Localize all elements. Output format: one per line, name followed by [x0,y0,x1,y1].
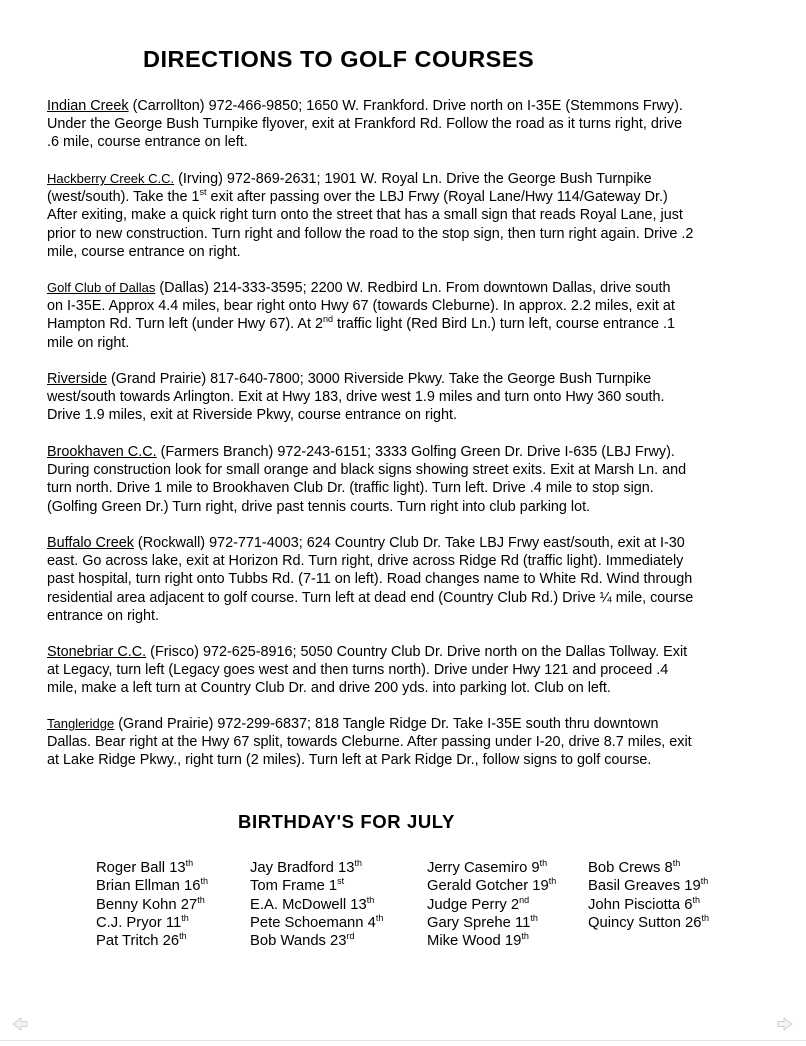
course-text: Dallas. Bear right at the Hwy 67 split, towards Cleburne. After passing under I-20, drive 8.7 miles, exit [47,734,692,751]
course-text: west/south towards Arlington. Exit at Hwy 183, drive west 1.9 miles and turn onto Hwy 360 south. [47,389,665,406]
course-text: During construction look for small orange and black signs showing street exits. Exit at Marsh Ln. and [47,462,687,479]
course-text: (Rockwall) 972-771-4003; 624 Country Club Dr. Take LBJ Frwy east/south, exit at I-30 [133,535,685,551]
birthday-item: Quincy Sutton 26th [588,912,710,931]
birthday-item: Brian Ellman 16th [96,876,208,895]
birthday-item: Jerry Casemiro 9th [427,858,548,876]
course-name: Riverside [47,371,107,387]
birthday-item: Pete Schoemann 4th [250,912,384,931]
course-text: (Golfing Green Dr.) Turn right, drive past tennis courts. Turn right into club parking lot. [47,498,591,515]
course-text: at Lake Ridge Pkwy., right turn (2 miles). Turn left at Park Ridge Dr., follow signs to golf course. [47,752,652,769]
course-text: mile on right. [47,334,130,351]
course-text: (west/south). Take the 1 [47,189,200,206]
birthday-item: Pat Tritch 26th [96,931,187,950]
birthday-item: Basil Greaves 19th [588,876,709,895]
course-text: (Farmers Branch) 972-243-6151; 3333 Golfing Green Dr. Drive I-635 (LBJ Frwy). [156,444,675,460]
birthday-item: Gary Sprehe 11th [427,912,538,931]
course-entry-tangleridge [47,715,797,770]
course-text: past hospital, turn right onto Tubbs Rd. (7-11 on left). Road changes name to White Rd. Wind through [47,571,693,588]
bottom-divider [0,1040,806,1041]
course-text: east. Go across lake, exit at Horizon Rd. Turn right, drive across Ridge Rd (traffic light). Immediately [47,553,684,570]
course-text: at Legacy, turn left (Legacy goes west and then turns north). Drive under Hwy 121 and proceed .4 [47,662,669,679]
birthday-column-1 [96,859,208,950]
course-text: Under the George Bush Turnpike flyover, exit at Frankford Rd. Follow the road as it turns right, drive [47,116,683,133]
course-text: (Frisco) 972-625-8916; 5050 Country Club Dr. Drive north on the Dallas Tollway. Exit [146,644,688,660]
course-text: (Grand Prairie) 817-640-7800; 3000 Riverside Pkwy. Take the George Bush Turnpike [106,371,652,387]
page-title: DIRECTIONS TO GOLF COURSES [143,46,535,72]
course-text: .6 mile, course entrance on left. [47,134,248,151]
course-name: Stonebriar C.C. [47,644,147,660]
course-entry-stonebriar [47,643,797,698]
course-name: Golf Club of Dallas [47,280,156,295]
birthday-item: E.A. McDowell 13th [250,894,375,913]
course-name: Brookhaven C.C. [47,444,157,460]
course-entry-riverside [47,370,797,425]
course-text: Hampton Rd. Turn left (under Hwy 67). At 2 [47,316,323,333]
course-name: Buffalo Creek [47,535,134,551]
course-name: Indian Creek [47,98,129,114]
course-text: (Dallas) 214-333-3595; 2200 W. Redbird Ln. From downtown Dallas, drive south [155,280,671,296]
birthday-item: Judge Perry 2nd [427,894,530,913]
birthday-item: Roger Ball 13th [96,858,194,876]
course-text: (Grand Prairie) 972-299-6837; 818 Tangle Ridge Dr. Take I-35E south thru downtown [114,716,659,732]
course-text: mile, make a left turn at Country Club Dr. and drive 200 yds. into parking lot. Club on left. [47,680,611,697]
birthday-item: Jay Bradford 13th [250,858,362,876]
course-text: (Carrollton) 972-466-9850; 1650 W. Frankford. Drive north on I-35E (Stemmons Frwy). [128,98,683,114]
course-text: mile, course entrance on right. [47,243,241,260]
course-text: traffic light (Red Bird Ln.) turn left, course entrance .1 [332,316,676,333]
course-entry-golf-club-of-dallas [47,279,797,352]
course-text: entrance on right. [47,607,159,624]
course-text: (Irving) 972-869-2631; 1901 W. Royal Ln. Drive the George Bush Turnpike [174,171,652,187]
left-arrow-icon[interactable] [11,1015,29,1033]
course-text: turn north. Drive 1 mile to Brookhaven Club Dr. (traffic light). Turn left. Drive .4 mile to stop sign. [47,480,654,497]
course-text: prior to new construction. Turn right and follow the road to the stop sign, then turn right again. Drive .2 [47,225,694,242]
birthday-item: Tom Frame 1st [250,876,345,895]
birthday-item: Gerald Gotcher 19th [427,876,557,895]
course-entry-indian-creek [47,97,797,152]
course-text: Drive 1.9 miles, exit at Riverside Pkwy, course entrance on right. [47,407,458,424]
birthday-item: Bob Crews 8th [588,858,681,876]
course-entry-hackberry-creek [47,170,797,261]
course-text: After exiting, make a quick right turn onto the street that has a small sign that reads Royal Lane, just [47,207,683,224]
course-entry-buffalo-creek [47,534,797,625]
ordinal-suffix: nd [322,314,333,325]
birthday-item: Benny Kohn 27th [96,894,205,913]
course-name: Tangleridge [47,716,115,731]
course-text: exit after passing over the LBJ Frwy (Royal Lane/Hwy 114/Gateway Dr.) [206,189,668,206]
course-entry-brookhaven [47,443,797,516]
course-text: residential area adjacent to golf course. Turn left at dead end (Country Club Rd.) Drive ¼ mile, course [47,589,694,606]
birthday-column-2 [250,859,383,950]
birthday-item: John Pisciotta 6th [588,894,700,913]
course-text: on I-35E. Approx 4.4 miles, bear right onto Hwy 67 (towards Cleburne). In approx. 2.2 miles, exit at [47,298,675,315]
ordinal-suffix: st [199,187,207,198]
birthday-column-4 [588,859,709,932]
birthday-column-3 [427,859,556,950]
birthday-item: Bob Wands 23rd [250,931,355,950]
course-name: Hackberry Creek C.C. [47,171,175,186]
birthdays-title: BIRTHDAY'S FOR JULY [238,811,455,832]
right-arrow-icon[interactable] [776,1015,794,1033]
birthday-item: C.J. Pryor 11th [96,912,189,931]
birthday-item: Mike Wood 19th [427,931,529,950]
